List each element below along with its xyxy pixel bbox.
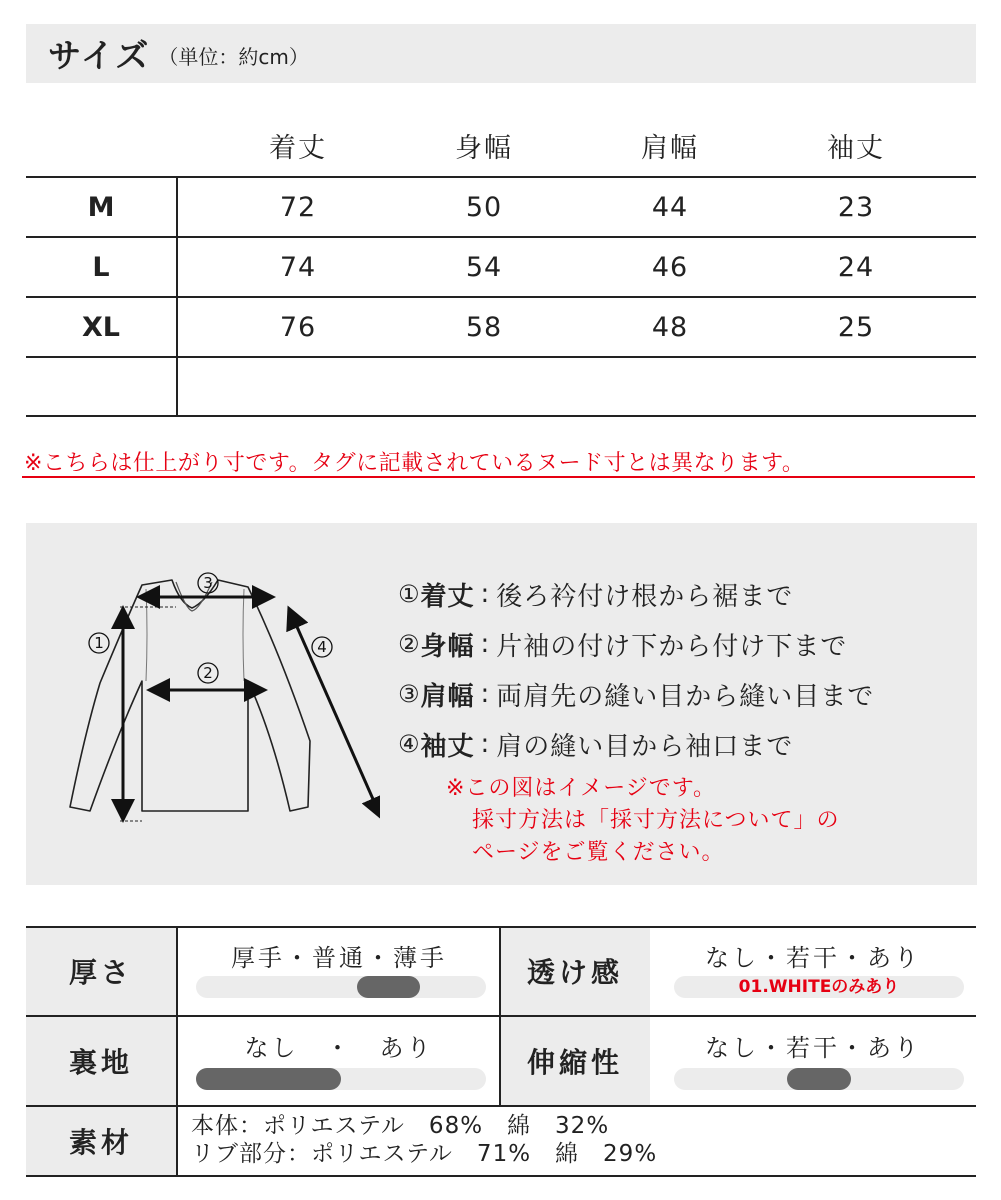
legend-description: 片袖の付け下から付け下まで [496,631,848,662]
legend-item: ② 身幅 : 片袖の付け下から付け下まで [398,619,874,669]
table-cell: 58 [465,312,503,343]
material-composition [191,1112,657,1168]
svg-text:2: 2 [203,664,213,682]
size-label: XL [81,312,121,343]
divider [26,926,976,928]
table-cell: 25 [837,312,875,343]
thickness-value [178,926,500,1016]
svg-text:4: 4 [317,638,327,656]
divider [176,926,178,1176]
legend-item: ④ 袖丈 : 肩の縫い目から袖口まで [398,719,874,769]
measurement-legend [398,569,874,769]
size-table-header [26,110,976,176]
legend-description: 後ろ衿付け根から裾まで [496,581,794,612]
stretch-indicator [787,1068,851,1090]
svg-text:3: 3 [203,574,213,592]
table-row [26,178,976,238]
diagram-note [446,773,840,869]
note-line: 採寸方法は「採寸方法について」の [472,808,840,833]
lining-value [178,1016,500,1106]
divider [26,1105,976,1107]
table-cell: 74 [279,252,317,283]
thickness-label: 厚さ [26,926,176,1016]
transparency-label: 透け感 [500,926,650,1016]
table-cell: 44 [651,192,689,223]
material-label: 素材 [26,1106,176,1176]
garment-diagram-icon [40,563,380,833]
legend-description: 肩の縫い目から袖口まで [496,731,794,762]
legend-term: 肩幅 [420,681,475,712]
header-title: サイズ [48,36,151,75]
column-header: 袖丈 [827,133,885,164]
lining-indicator [196,1068,341,1090]
column-header: 肩幅 [641,133,699,164]
divider [499,926,501,1106]
legend-term: 着丈 [420,581,475,612]
legend-term: 袖丈 [420,731,475,762]
measurement-diagram-panel [26,523,977,885]
table-cell: 24 [837,252,875,283]
transparency-options: なし・若干・あり [705,944,921,972]
lining-label: 裏地 [26,1016,176,1106]
transparency-value [650,926,976,1016]
table-row [26,298,976,358]
lining-options: なし ・ あり [244,1034,434,1062]
legend-description: 両肩先の縫い目から縫い目まで [496,681,875,712]
svg-text:1: 1 [94,634,104,652]
legend-number: ④ [398,730,421,758]
table-cell: 72 [279,192,317,223]
legend-term: 身幅 [420,631,475,662]
column-header: 着丈 [269,133,327,164]
legend-number: ② [398,630,421,658]
table-cell: 23 [837,192,875,223]
transparency-scale [674,976,964,998]
fabric-attributes-table [26,926,976,1176]
size-header [26,24,976,83]
header-unit: （単位：約cm） [158,45,309,69]
stretch-label: 伸縮性 [500,1016,650,1106]
stretch-scale [674,1068,964,1090]
table-row [26,238,976,298]
finished-size-notice: ※こちらは仕上がり寸です。タグに記載されているヌード寸とは異なります。 [24,451,805,476]
thickness-indicator [357,976,420,998]
table-cell: 54 [465,252,503,283]
legend-number: ③ [398,680,421,708]
lining-scale [196,1068,486,1090]
note-line: ページをご覧ください。 [472,840,725,865]
column-header: 身幅 [455,133,513,164]
material-line: 本体：ポリエステル 68% 綿 32% [191,1113,610,1139]
table-cell: 46 [651,252,689,283]
size-label: M [87,192,115,223]
transparency-note: 01.WHITEのみあり [738,977,900,997]
table-cell: 76 [279,312,317,343]
stretch-options: なし・若干・あり [705,1034,921,1062]
legend-item: ① 着丈 : 後ろ衿付け根から裾まで [398,569,874,619]
divider [26,1175,976,1177]
divider [26,1015,976,1017]
stretch-value [650,1016,976,1106]
thickness-options: 厚手・普通・薄手 [231,944,447,972]
table-row-empty [26,358,976,418]
notice-underline [22,476,975,478]
material-line: リブ部分：ポリエステル 71% 綿 29% [191,1141,658,1167]
note-line: ※この図はイメージです。 [446,776,717,801]
thickness-scale [196,976,486,998]
legend-item: ③ 肩幅 : 両肩先の縫い目から縫い目まで [398,669,874,719]
legend-number: ① [398,580,421,608]
table-cell: 48 [651,312,689,343]
size-label: L [92,252,110,283]
table-cell: 50 [465,192,503,223]
